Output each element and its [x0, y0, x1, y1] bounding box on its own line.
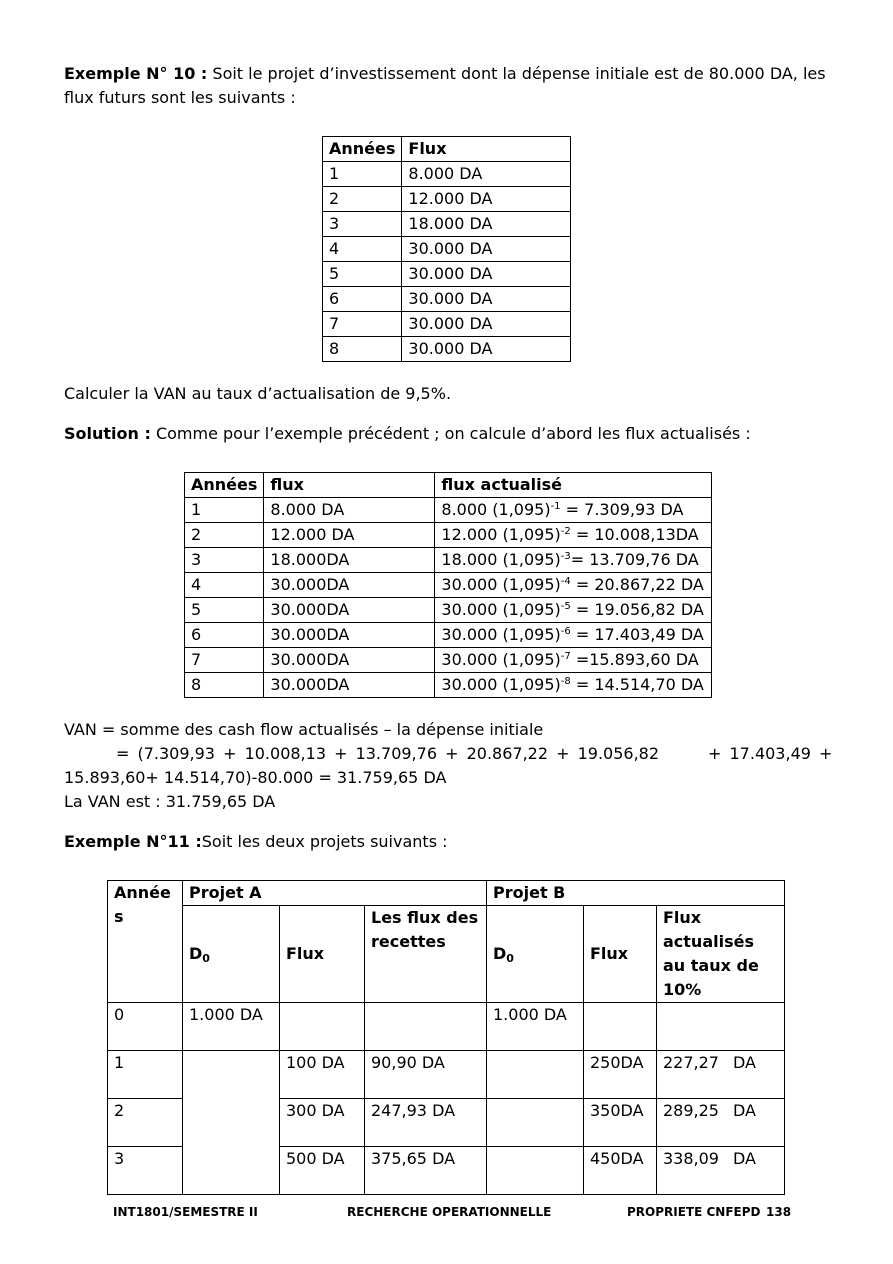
col-header-annees: Années — [323, 137, 402, 162]
actualises-cell — [657, 1051, 785, 1099]
solution-label: Solution : — [64, 424, 151, 443]
flux-cell: 30.000DA — [264, 573, 435, 598]
d0-b-sub: 0 — [506, 952, 514, 965]
d0-a-sub: 0 — [202, 952, 210, 965]
flux-cell: 12.000 DA — [264, 523, 435, 548]
van-definition: VAN = somme des cash flow actualisés – la dépense initiale — [64, 720, 544, 739]
formula-result: = 13.709,76 DA — [570, 550, 699, 569]
actualises-value: 289,25 — [663, 1101, 719, 1120]
flux-a-header: Flux — [280, 906, 365, 1003]
d0-b-main: D — [493, 944, 507, 963]
year-cell: 3 — [108, 1147, 183, 1195]
formula-base: 18.000 (1,095) — [441, 550, 561, 569]
formula-result: = 19.056,82 DA — [570, 600, 704, 619]
table-row — [323, 237, 571, 262]
ex11-paragraph — [64, 830, 448, 854]
formula-base: 30.000 (1,095) — [441, 650, 561, 669]
year-cell: 1 — [108, 1051, 183, 1099]
flux-cell: 30.000DA — [264, 598, 435, 623]
flux-a-cell: 100 DA — [280, 1051, 365, 1099]
page-footer — [113, 1205, 793, 1221]
flux-cell: 30.000DA — [264, 648, 435, 673]
flux-b-header: Flux — [584, 906, 657, 1003]
d0-a-main: D — [189, 944, 203, 963]
d0-b-header — [487, 906, 584, 1003]
formula-exponent: -1 — [550, 501, 561, 512]
flux-cell: 18.000 DA — [402, 212, 571, 237]
table-row — [108, 1003, 785, 1051]
flux-actualise-cell — [435, 523, 712, 548]
flux-table — [322, 136, 571, 362]
solution-text: Comme pour l’exemple précédent ; on calcule d’abord les flux actualisés : — [150, 424, 751, 443]
col-header-annees: Années — [185, 473, 264, 498]
formula-exponent: -5 — [560, 601, 571, 612]
year-cell: 7 — [185, 648, 264, 673]
formula-base: 30.000 (1,095) — [441, 625, 561, 644]
annee-header-part1: Année — [114, 883, 171, 902]
ex11-text: Soit les deux projets suivants : — [201, 832, 448, 851]
actualises-cell — [657, 1147, 785, 1195]
flux-a-cell: 300 DA — [280, 1099, 365, 1147]
table-header-row — [323, 137, 571, 162]
table-row — [323, 337, 571, 362]
year-cell: 3 — [185, 548, 264, 573]
flux-cell: 30.000 DA — [402, 312, 571, 337]
table-header-row — [185, 473, 712, 498]
table-row — [323, 312, 571, 337]
table-row — [323, 262, 571, 287]
flux-actualise-cell — [435, 548, 712, 573]
flux-cell: 18.000DA — [264, 548, 435, 573]
flux-a-cell: 500 DA — [280, 1147, 365, 1195]
d0-a-merged-cell — [183, 1051, 280, 1195]
year-cell: 8 — [185, 673, 264, 698]
ex10-title: Exemple N° 10 : — [64, 64, 208, 83]
table-row — [323, 287, 571, 312]
flux-cell: 30.000 DA — [402, 287, 571, 312]
year-cell: 5 — [323, 262, 402, 287]
table-row — [108, 1051, 785, 1099]
formula-base: 30.000 (1,095) — [441, 600, 561, 619]
flux-actualise-cell — [435, 573, 712, 598]
flux-actualise-cell — [435, 673, 712, 698]
formula-base: 30.000 (1,095) — [441, 675, 561, 694]
flux-a-cell — [280, 1003, 365, 1051]
flux-cell: 30.000DA — [264, 673, 435, 698]
d0-b-cell — [487, 1051, 584, 1099]
projects-table — [107, 880, 785, 1195]
flux-actualises-table — [184, 472, 712, 698]
formula-exponent: -2 — [560, 526, 571, 537]
flux-cell: 30.000 DA — [402, 337, 571, 362]
van-sum-part2: + 17.403,49 + — [708, 744, 833, 763]
actualises-value: 338,09 — [663, 1149, 719, 1168]
footer-course-code: INT1801/SEMESTRE II — [113, 1205, 258, 1219]
annee-header-part2: s — [114, 907, 124, 926]
flux-actualise-cell — [435, 623, 712, 648]
col-header-annees — [108, 881, 183, 1003]
ex10-intro-line1: Soit le projet d’investissement dont la dépense initiale est de 80.000 DA, les — [207, 64, 826, 83]
d0-a-header — [183, 906, 280, 1003]
d0-b-cell — [487, 1099, 584, 1147]
flux-cell: 30.000DA — [264, 623, 435, 648]
projet-a-header: Projet A — [183, 881, 487, 906]
question-text: Calculer la VAN au taux d’actualisation de 9,5%. — [64, 384, 452, 403]
flux-b-cell: 250DA — [584, 1051, 657, 1099]
actualises-unit: DA — [732, 1101, 756, 1120]
year-cell: 0 — [108, 1003, 183, 1051]
formula-base: 30.000 (1,095) — [441, 575, 561, 594]
actualises-cell — [657, 1099, 785, 1147]
formula-exponent: -3 — [560, 551, 571, 562]
flux-actualise-cell — [435, 498, 712, 523]
ex10-intro-line2: flux futurs sont les suivants : — [64, 88, 296, 107]
recettes-cell — [365, 1003, 487, 1051]
table-row — [185, 598, 712, 623]
year-cell: 3 — [323, 212, 402, 237]
formula-base: 12.000 (1,095) — [441, 525, 561, 544]
formula-result: =15.893,60 DA — [570, 650, 699, 669]
page-number: 138 — [766, 1205, 792, 1219]
formula-result: = 17.403,49 DA — [570, 625, 704, 644]
formula-result: = 14.514,70 DA — [570, 675, 704, 694]
year-cell: 8 — [323, 337, 402, 362]
van-sum-part3: 15.893,60+ 14.514,70)-80.000 = 31.759,65 DA — [64, 768, 447, 787]
formula-base: 8.000 (1,095) — [441, 500, 551, 519]
table-row — [185, 573, 712, 598]
footer-subject: RECHERCHE OPERATIONNELLE — [347, 1205, 552, 1219]
table-row — [323, 212, 571, 237]
table-row — [185, 498, 712, 523]
table-row — [185, 673, 712, 698]
year-cell: 5 — [185, 598, 264, 623]
van-sum-part1: = (7.309,93 + 10.008,13 + 13.709,76 + 20.867,22 + 19.056,82 — [116, 744, 660, 763]
year-cell: 1 — [185, 498, 264, 523]
year-cell: 7 — [323, 312, 402, 337]
table-row — [185, 623, 712, 648]
actualises-unit: DA — [732, 1053, 756, 1072]
flux-b-cell: 450DA — [584, 1147, 657, 1195]
table-subheader-row — [108, 906, 785, 1003]
d0-b-cell — [487, 1147, 584, 1195]
table-row — [323, 162, 571, 187]
formula-result: = 10.008,13DA — [570, 525, 699, 544]
year-cell: 4 — [323, 237, 402, 262]
actualises-value: 227,27 — [663, 1053, 719, 1072]
col-header-flux-actualise: flux actualisé — [435, 473, 712, 498]
year-cell: 2 — [185, 523, 264, 548]
flux-actualise-cell — [435, 648, 712, 673]
flux-b-cell: 350DA — [584, 1099, 657, 1147]
van-result: La VAN est : 31.759,65 DA — [64, 792, 276, 811]
recettes-cell: 375,65 DA — [365, 1147, 487, 1195]
formula-exponent: -4 — [560, 576, 571, 587]
actualises-header: Flux actualisés au taux de 10% — [657, 906, 785, 1003]
flux-cell: 8.000 DA — [402, 162, 571, 187]
table-row — [185, 523, 712, 548]
d0-b-cell: 1.000 DA — [487, 1003, 584, 1051]
table-row — [185, 548, 712, 573]
col-header-flux: Flux — [402, 137, 571, 162]
actualises-unit: DA — [732, 1149, 756, 1168]
formula-result: = 7.309,93 DA — [560, 500, 684, 519]
flux-cell: 30.000 DA — [402, 262, 571, 287]
table-row — [323, 187, 571, 212]
year-cell: 2 — [108, 1099, 183, 1147]
year-cell: 6 — [323, 287, 402, 312]
flux-actualise-cell — [435, 598, 712, 623]
year-cell: 2 — [323, 187, 402, 212]
col-header-flux: flux — [264, 473, 435, 498]
year-cell: 6 — [185, 623, 264, 648]
flux-cell: 12.000 DA — [402, 187, 571, 212]
flux-cell: 8.000 DA — [264, 498, 435, 523]
table-row — [185, 648, 712, 673]
formula-exponent: -6 — [560, 626, 571, 637]
solution-paragraph — [64, 422, 751, 446]
year-cell: 1 — [323, 162, 402, 187]
formula-exponent: -7 — [560, 651, 571, 662]
recettes-cell: 90,90 DA — [365, 1051, 487, 1099]
recettes-header: Les flux des recettes — [365, 906, 487, 1003]
recettes-cell: 247,93 DA — [365, 1099, 487, 1147]
d0-a-cell: 1.000 DA — [183, 1003, 280, 1051]
ex11-title: Exemple N°11 : — [64, 832, 202, 851]
flux-b-cell — [584, 1003, 657, 1051]
ex10-paragraph — [64, 62, 832, 86]
table-header-row — [108, 881, 785, 906]
formula-result: = 20.867,22 DA — [570, 575, 704, 594]
footer-owner: PROPRIETE CNFEPD — [627, 1205, 761, 1219]
formula-exponent: -8 — [560, 676, 571, 687]
actualises-cell — [657, 1003, 785, 1051]
year-cell: 4 — [185, 573, 264, 598]
projet-b-header: Projet B — [487, 881, 785, 906]
flux-cell: 30.000 DA — [402, 237, 571, 262]
